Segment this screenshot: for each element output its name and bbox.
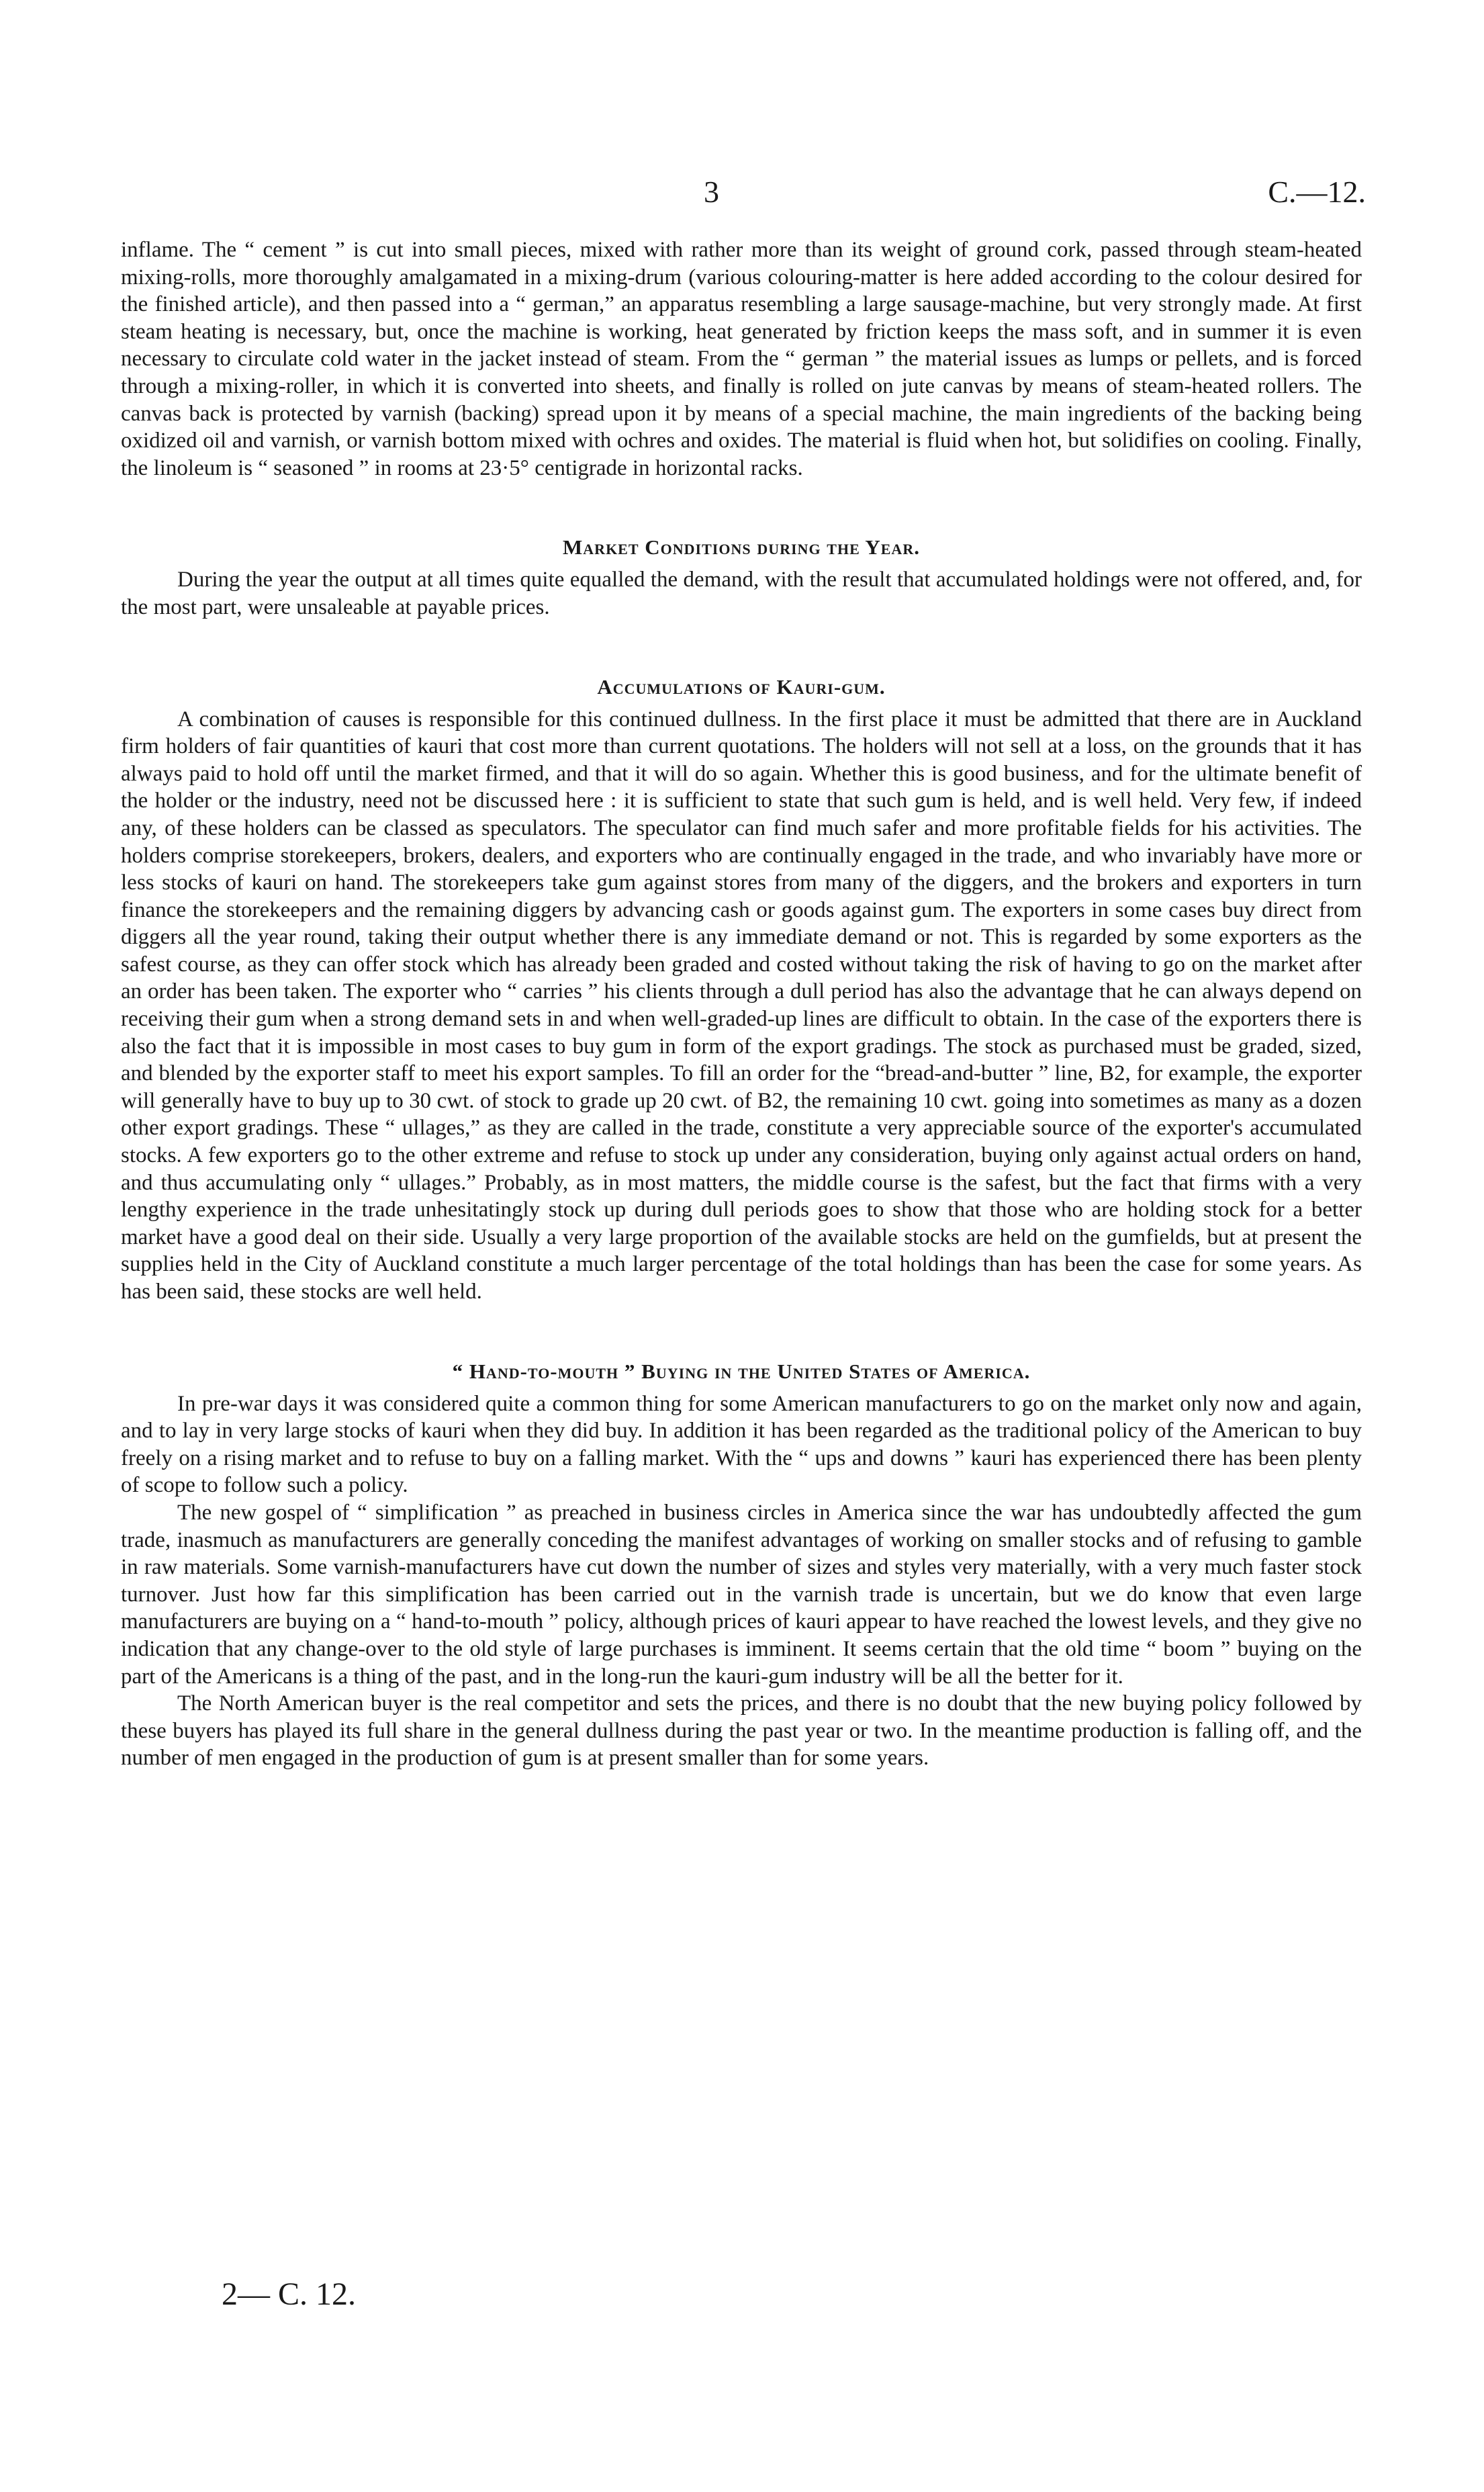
paragraph-simplification: The new gospel of “ simplification ” as preached in business circles in America since the war has undoubtedly affected the gum trade, inasmuch as manufacturers are generally conceding the manifest advantages of working on smaller stocks and of refusing to gamble in raw materials. Some varnish-manufacturers have cut down the number of sizes and styles very materially, with a very much faster stock turnover. Just how far this simplification has been carried out in the varnish trade is uncertain, but we do know that even large manufacturers are buying on a “ hand-to-mouth ” policy, although prices of kauri appear to have reached the lowest levels, and they give no indication that any change-over to the old style of large purchases is imminent. It seems certain that the old time “ boom ” buying on the part of the Americans is a thing of the past, and in the long-run the kauri-gum industry will be all the better for it. bbox=[121, 1500, 1362, 1689]
heading-market-conditions: Market Conditions during the Year. bbox=[563, 535, 920, 560]
paragraph-north-american-buyer: The North American buyer is the real competitor and sets the prices, and there is no doubt that the new buying policy followed by these buyers has played its full share in the general dullness during the past year or two. In the meantime production is falling off, and the number of men engaged in the production of gum is at present smaller than for some years. bbox=[121, 1691, 1362, 1771]
paragraph-pre-war: In pre-war days it was considered quite a common thing for some American manufacturers to go on the market only now and again, and to lay in very large stocks of kauri when they did buy. In addition it has been regarded as the traditional policy of the American to buy freely on a rising market and to refuse to buy on a falling market. With the “ ups and downs ” kauri has experienced there has been plenty of scope to follow such a policy. bbox=[121, 1391, 1362, 1498]
document-reference: C.—12. bbox=[1268, 175, 1366, 209]
paragraph-linoleum-process: inflame. The “ cement ” is cut into small pieces, mixed with rather more than its weight of ground cork, passed through steam-heated mixing-rolls, more thoroughly amalgamated in a mixing-drum (various colouring-matter is here added according to the colour desired for the finished article), and then passed into a “ german,” an apparatus resembling a large sausage-machine, but very strongly made. At first steam heating is necessary, but, once the machine is working, heat generated by friction keeps the mass soft, and in summer it is even necessary to circulate cold water in the jacket instead of steam. From the “ german ” the material issues as lumps or pellets, and is forced through a mixing-roller, in which it is converted into sheets, and finally is rolled on jute canvas by means of steam-heated rollers. The canvas back is protected by varnish (backing) spread upon it by means of a special machine, the main ingredients of the backing being oxidized oil and varnish, or varnish bottom mixed with ochres and oxides. The material is fluid when hot, but solidifies on cooling. Finally, the linoleum is “ seasoned ” in rooms at 23·5° centigrade in horizontal racks. bbox=[121, 238, 1362, 480]
document-body bbox=[121, 236, 1362, 1772]
footer-signature: 2— C. 12. bbox=[222, 2276, 357, 2312]
page-header bbox=[0, 173, 1484, 214]
paragraph-market-conditions: During the year the output at all times quite equalled the demand, with the result that accumulated holdings were not offered, and, for the most part, were unsaleable at payable prices. bbox=[121, 568, 1362, 619]
paragraph-accumulations: A combination of causes is responsible for this continued dullness. In the first place it must be admitted that there are in Auckland firm holders of fair quantities of kauri that cost more than current quotations. The holders will not sell at a loss, on the grounds that it has always paid to hold off until the market firmed, and that it will do so again. Whether this is good business, and for the ultimate benefit of the holder or the industry, need not be discussed here : it is sufficient to state that such gum is held, and is well held. Very few, if indeed any, of these holders can be classed as speculators. The speculator can find much safer and more profitable fields for his activities. The holders comprise storekeepers, brokers, dealers, and exporters who are continually engaged in the trade, and who invariably have more or less stocks of kauri on hand. The storekeepers take gum against stores from many of the diggers, and the brokers and exporters in turn finance the storekeepers and the remaining diggers by advancing cash or goods against gum. The exporters in some cases buy direct from diggers all the year round, taking their output whether there is any immediate demand or not. This is regarded by some exporters as the safest course, as they can offer stock which has already been graded and costed without taking the risk of having to go on the market after an order has been taken. The exporter who “ carries ” his clients through a dull period has also the advantage that he can always depend on receiving their gum when a strong demand sets in and when well-graded-up lines are difficult to obtain. In the case of the exporters there is also the fact that it is impossible in most cases to buy gum in form of the export gradings. The stock as purchased must be graded, sized, and blended by the exporter staff to meet his export samples. To fill an order for the “bread-and-butter ” line, B2, for example, the exporter will generally have to buy up to 30 cwt. of stock to grade up 20 cwt. of B2, the remaining 10 cwt. going into sometimes as many as a dozen other export gradings. These “ ullages,” as they are called in the trade, constitute a very appreciable source of the exporter's accumulated stocks. A few exporters go to the other extreme and refuse to stock up under any consideration, buying only against actual orders on hand, and thus accumulating only “ ullages.” Probably, as in most matters, the middle course is the safest, but the fact that firms with a very lengthy experience in the trade unhesitatingly stock up during dull periods goes to show that those who are holding stock for a better market have a good deal on their side. Usually a very large proportion of the available stocks are held on the gumfields, but at present the supplies held in the City of Auckland constitute a much larger percentage of the total holdings than has been the case for some years. As has been said, these stocks are well held. bbox=[121, 707, 1362, 1304]
page-number: 3 bbox=[704, 175, 719, 209]
heading-hand-to-mouth: “ Hand-to-mouth ” Buying in the United States of America. bbox=[452, 1359, 1031, 1383]
heading-accumulations: Accumulations of Kauri-gum. bbox=[597, 674, 886, 699]
